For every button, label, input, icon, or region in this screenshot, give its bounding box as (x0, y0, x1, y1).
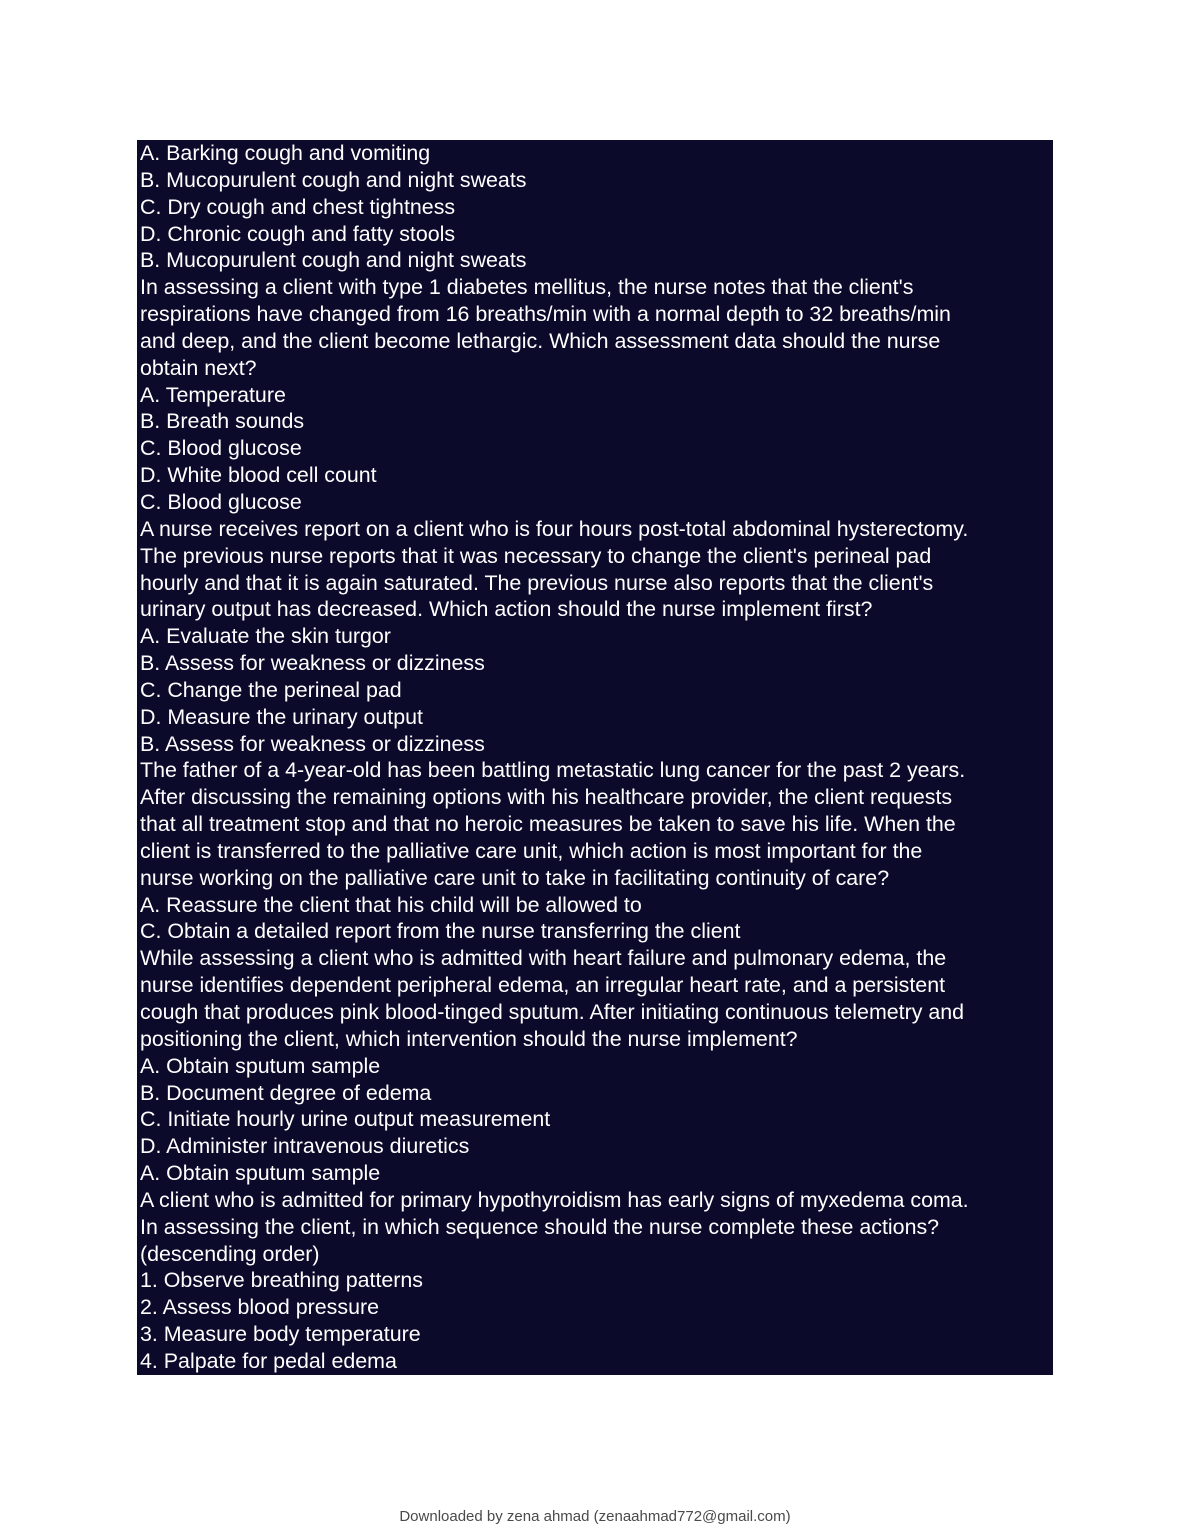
text-line: nurse identifies dependent peripheral edema, an irregular heart rate, and a persistent (140, 973, 946, 998)
text-line: C. Change the perineal pad (140, 677, 402, 702)
text-line: B. Mucopurulent cough and night sweats (140, 248, 527, 273)
text-line: positioning the client, which intervention should the nurse implement? (140, 1026, 798, 1051)
text-line: D. White blood cell count (140, 463, 377, 488)
text-line: 4. Palpate for pedal edema (140, 1348, 397, 1373)
text-line: obtain next? (140, 355, 257, 380)
text-line: While assessing a client who is admitted with heart failure and pulmonary edema, the (140, 946, 947, 971)
text-line: After discussing the remaining options with his healthcare provider, the client requests (140, 785, 953, 810)
text-line: and deep, and the client become lethargic. Which assessment data should the nurse (140, 328, 941, 353)
text-line: C. Blood glucose (140, 489, 302, 514)
text-line: C. Blood glucose (140, 436, 302, 461)
text-line: A. Obtain sputum sample (140, 1053, 381, 1078)
question-text-block (137, 140, 1053, 1375)
text-line: B. Assess for weakness or dizziness (140, 651, 485, 676)
text-line: client is transferred to the palliative care unit, which action is most important for the (140, 838, 923, 863)
text-line: D. Chronic cough and fatty stools (140, 221, 456, 246)
text-line: D. Measure the urinary output (140, 704, 423, 729)
text-line: respirations have changed from 16 breaths/min with a normal depth to 32 breaths/min (140, 302, 951, 327)
text-line: A nurse receives report on a client who is four hours post-total abdominal hysterectomy. (140, 516, 969, 541)
text-line: B. Document degree of edema (140, 1080, 432, 1105)
download-attribution-footer: Downloaded by zena ahmad (zenaahmad772@gmail.com) (399, 1508, 791, 1525)
text-line: In assessing a client with type 1 diabetes mellitus, the nurse notes that the client's (140, 275, 914, 300)
text-line: cough that produces pink blood-tinged sputum. After initiating continuous telemetry and (140, 1000, 965, 1024)
text-line: D. Administer intravenous diuretics (140, 1134, 470, 1159)
text-line: A client who is admitted for primary hypothyroidism has early signs of myxedema coma. (140, 1187, 969, 1212)
text-line: The previous nurse reports that it was necessary to change the client's perineal pad (140, 543, 932, 568)
text-line: B. Mucopurulent cough and night sweats (140, 167, 527, 192)
text-line: A. Temperature (140, 382, 286, 407)
text-line: 3. Measure body temperature (140, 1322, 421, 1347)
text-line: (descending order) (140, 1241, 320, 1266)
text-line: nurse working on the palliative care unit to take in facilitating continuity of care? (140, 865, 890, 890)
text-line: A. Reassure the client that his child will be allowed to (140, 892, 642, 917)
text-line: A. Evaluate the skin turgor (140, 624, 391, 649)
text-line: B. Breath sounds (140, 409, 305, 434)
text-line: In assessing the client, in which sequence should the nurse complete these actions? (140, 1214, 940, 1239)
text-line: 2. Assess blood pressure (140, 1295, 379, 1320)
text-line: hourly and that it is again saturated. The previous nurse also reports that the client's (140, 570, 934, 595)
text-line: C. Initiate hourly urine output measurement (140, 1107, 551, 1132)
text-line: C. Dry cough and chest tightness (140, 194, 456, 219)
text-line: C. Obtain a detailed report from the nurse transferring the client (140, 919, 741, 944)
text-line: The father of a 4-year-old has been battling metastatic lung cancer for the past 2 years. (140, 758, 966, 783)
text-line: 1. Observe breathing patterns (140, 1268, 423, 1293)
text-line: B. Assess for weakness or dizziness (140, 731, 485, 756)
text-line: A. Barking cough and vomiting (140, 141, 431, 165)
text-line: that all treatment stop and that no heroic measures be taken to save his life. When the (140, 812, 956, 837)
text-line: A. Obtain sputum sample (140, 1161, 381, 1186)
text-line: urinary output has decreased. Which action should the nurse implement first? (140, 597, 873, 622)
